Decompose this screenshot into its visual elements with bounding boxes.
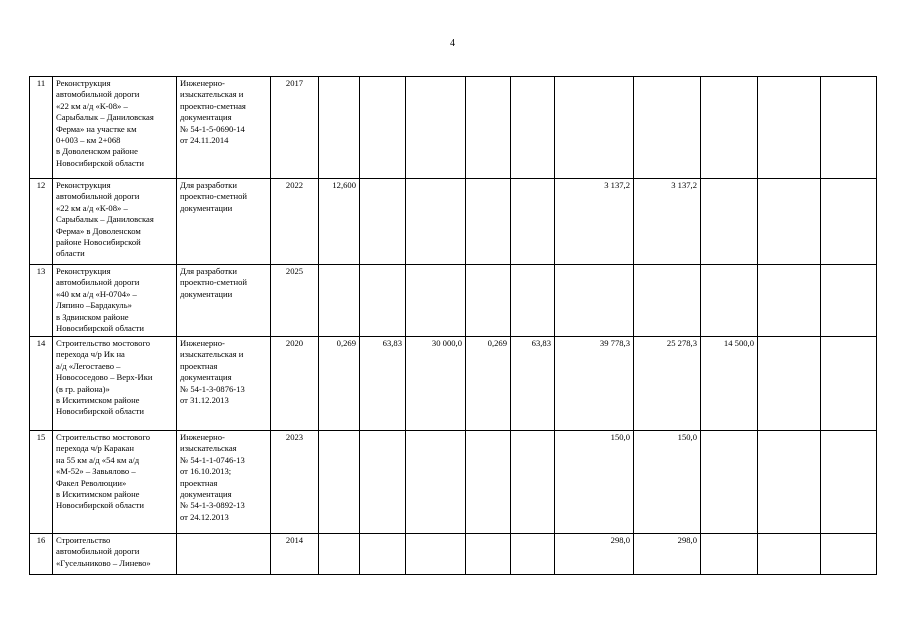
- value-col-6: 39 778,3: [555, 337, 634, 431]
- value-col-4: [466, 77, 511, 179]
- table-row: [30, 431, 877, 534]
- value-col-2: [360, 265, 406, 337]
- year: 2022: [271, 179, 319, 265]
- value-col-8: [701, 431, 758, 534]
- year: 2017: [271, 77, 319, 179]
- value-col-6: [555, 77, 634, 179]
- value-col-8: [701, 534, 758, 575]
- value-col-5: [511, 77, 555, 179]
- object-name: Реконструкция автомобильной дороги «40 км а/д «Н-0704» – Ляпино –Бардакуль» в Здвинском районе Новосибирской области: [53, 265, 177, 337]
- value-col-7: 25 278,3: [634, 337, 701, 431]
- table-row: [30, 337, 877, 431]
- value-col-9: [758, 337, 821, 431]
- object-name: Строительство мостового перехода ч/р Каракан на 55 км а/д «54 км а/д «М-52» – Завьялово – Факел Революции» в Искитимском районе Новосибирской области: [53, 431, 177, 534]
- row-number: 14: [30, 337, 53, 431]
- value-col-2: [360, 534, 406, 575]
- construction-objects-table: [29, 76, 877, 575]
- value-col-6: [555, 265, 634, 337]
- value-col-3: [406, 265, 466, 337]
- row-number: 15: [30, 431, 53, 534]
- value-col-8: [701, 77, 758, 179]
- object-name: Строительство автомобильной дороги «Гусельниково – Линево»: [53, 534, 177, 575]
- value-col-5: [511, 534, 555, 575]
- value-col-7: [634, 77, 701, 179]
- value-col-9: [758, 534, 821, 575]
- value-col-7: 298,0: [634, 534, 701, 575]
- value-col-9: [758, 179, 821, 265]
- value-col-1: 0,269: [319, 337, 360, 431]
- table-row: [30, 77, 877, 179]
- table-row: [30, 265, 877, 337]
- value-col-5: 63,83: [511, 337, 555, 431]
- value-col-10: [821, 179, 877, 265]
- value-col-2: 63,83: [360, 337, 406, 431]
- value-col-3: [406, 534, 466, 575]
- value-col-4: [466, 179, 511, 265]
- value-col-8: 14 500,0: [701, 337, 758, 431]
- row-number: 16: [30, 534, 53, 575]
- value-col-7: 150,0: [634, 431, 701, 534]
- value-col-2: [360, 179, 406, 265]
- value-col-3: [406, 179, 466, 265]
- table-row: [30, 534, 877, 575]
- value-col-3: [406, 77, 466, 179]
- documentation: Для разработки проектно-сметной документации: [177, 265, 271, 337]
- documentation: Инженерно- изыскательская и проектная документация № 54-1-3-0876-13 от 31.12.2013: [177, 337, 271, 431]
- object-name: Строительство мостового перехода ч/р Ик на а/д «Легостаево – Новососедово – Верх-Ики (в гр. района)» в Искитимском районе Новосибирской области: [53, 337, 177, 431]
- value-col-4: [466, 534, 511, 575]
- value-col-7: [634, 265, 701, 337]
- table-row: [30, 179, 877, 265]
- value-col-6: 3 137,2: [555, 179, 634, 265]
- value-col-4: 0,269: [466, 337, 511, 431]
- value-col-3: [406, 431, 466, 534]
- documentation: Для разработки проектно-сметной документации: [177, 179, 271, 265]
- value-col-10: [821, 77, 877, 179]
- value-col-6: 150,0: [555, 431, 634, 534]
- year: 2020: [271, 337, 319, 431]
- documentation: Инженерно- изыскательская № 54-1-1-0746-13 от 16.10.2013; проектная документация № 54-1-3-0892-13 от 24.12.2013: [177, 431, 271, 534]
- row-number: 11: [30, 77, 53, 179]
- value-col-10: [821, 534, 877, 575]
- value-col-2: [360, 77, 406, 179]
- value-col-4: [466, 431, 511, 534]
- value-col-8: [701, 265, 758, 337]
- value-col-1: 12,600: [319, 179, 360, 265]
- value-col-2: [360, 431, 406, 534]
- value-col-6: 298,0: [555, 534, 634, 575]
- value-col-7: 3 137,2: [634, 179, 701, 265]
- object-name: Реконструкция автомобильной дороги «22 км а/д «К-08» – Сарыбалык – Даниловская Ферма» в Доволенском районе Новосибирской области: [53, 179, 177, 265]
- row-number: 13: [30, 265, 53, 337]
- value-col-3: 30 000,0: [406, 337, 466, 431]
- year: 2014: [271, 534, 319, 575]
- value-col-10: [821, 265, 877, 337]
- value-col-10: [821, 337, 877, 431]
- value-col-10: [821, 431, 877, 534]
- documentation: [177, 534, 271, 575]
- value-col-1: [319, 77, 360, 179]
- value-col-5: [511, 179, 555, 265]
- value-col-9: [758, 431, 821, 534]
- value-col-9: [758, 77, 821, 179]
- object-name: Реконструкция автомобильной дороги «22 км а/д «К-08» – Сарыбалык – Даниловская Ферма» на участке км 0+003 – км 2+068 в Доволенском районе Новосибирской области: [53, 77, 177, 179]
- year: 2025: [271, 265, 319, 337]
- value-col-1: [319, 265, 360, 337]
- value-col-4: [466, 265, 511, 337]
- row-number: 12: [30, 179, 53, 265]
- value-col-5: [511, 265, 555, 337]
- value-col-1: [319, 431, 360, 534]
- value-col-8: [701, 179, 758, 265]
- year: 2023: [271, 431, 319, 534]
- documentation: Инженерно- изыскательская и проектно-сметная документация № 54-1-5-0690-14 от 24.11.2014: [177, 77, 271, 179]
- page-number: 4: [450, 38, 455, 49]
- value-col-1: [319, 534, 360, 575]
- value-col-9: [758, 265, 821, 337]
- value-col-5: [511, 431, 555, 534]
